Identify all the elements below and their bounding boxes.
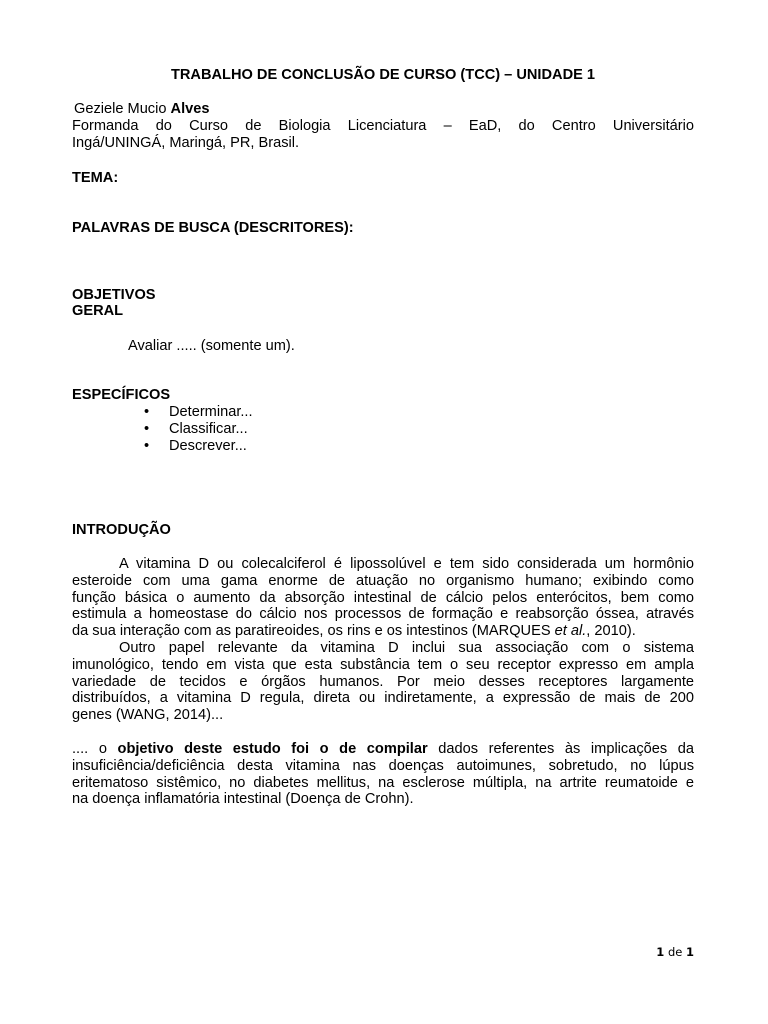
bullet-icon: • bbox=[144, 420, 150, 437]
author-block bbox=[72, 101, 694, 151]
paragraph-line: insuficiência/deficiência desta vitamina nas doenças autoimunes, sobretudo, no lúpus bbox=[72, 757, 694, 774]
paragraph-line: variedade de tecidos e órgãos humanos. Por meio desses receptores largamente bbox=[72, 673, 694, 690]
objective-paragraph bbox=[72, 741, 694, 808]
objective-emphasis: objetivo deste estudo foi o de compilar bbox=[117, 741, 428, 757]
paragraph-line: da sua interação com as paratireoides, os rins e os intestinos (MARQUES et al., 2010). bbox=[72, 623, 636, 640]
paragraph-line: genes (WANG, 2014)... bbox=[72, 707, 224, 724]
tema-heading: TEMA: bbox=[72, 170, 119, 186]
especificos-list bbox=[72, 404, 632, 454]
paragraph-line: A vitamina D ou colecalciferol é lipossolúvel e tem sido considerada um hormônio bbox=[119, 556, 694, 572]
geral-heading: GERAL bbox=[72, 303, 124, 319]
list-item: • Classificar... bbox=[144, 420, 248, 437]
introducao-heading: INTRODUÇÃO bbox=[72, 522, 171, 538]
objetivos-heading: OBJETIVOS bbox=[72, 287, 156, 303]
list-item: • Determinar... bbox=[144, 404, 253, 420]
especificos-heading: ESPECÍFICOS bbox=[72, 387, 171, 403]
paragraph-line: Outro papel relevante da vitamina D inclui sua associação com o sistema bbox=[119, 639, 694, 656]
author-name: Geziele Mucio Alves bbox=[74, 101, 210, 117]
document-title: TRABALHO DE CONCLUSÃO DE CURSO (TCC) – UNIDADE 1 bbox=[170, 67, 596, 83]
author-affiliation-line1: Formanda do Curso de Biologia Licenciatura – EaD, do Centro Universitário bbox=[72, 117, 694, 134]
introducao-body bbox=[72, 556, 694, 724]
bullet-icon: • bbox=[144, 437, 150, 454]
paragraph-line: .... o objetivo deste estudo foi o de compilar dados referentes às implicações da bbox=[72, 741, 694, 757]
author-surname: Alves bbox=[170, 101, 210, 117]
palavras-heading: PALAVRAS DE BUSCA (DESCRITORES): bbox=[72, 220, 354, 236]
citation-etal: et al. bbox=[554, 623, 587, 640]
intro-paragraph-2 bbox=[72, 640, 694, 724]
paragraph-line: imunológico, tendo em vista que esta substância tem o seu receptor expresso em ampla bbox=[72, 656, 694, 673]
paragraph-line: eritematoso sistêmico, no diabetes mellitus, na esclerose múltipla, na artrite reumatoide e bbox=[72, 774, 694, 791]
bullet-icon: • bbox=[144, 404, 150, 420]
author-affiliation-line2: Ingá/UNINGÁ, Maringá, PR, Brasil. bbox=[72, 134, 300, 151]
paragraph-line: função básica o aumento da absorção intestinal de cálcio pelos enterócitos, bem como bbox=[72, 589, 694, 606]
paragraph-line: estimula a homeostase do cálcio nos processos de formação e reabsorção óssea, através bbox=[72, 606, 694, 623]
geral-objective-text: Avaliar ..... (somente um). bbox=[128, 338, 295, 354]
intro-paragraph-1 bbox=[72, 556, 694, 640]
page-number: 1 de 1 bbox=[656, 945, 694, 959]
paragraph-line: distribuídos, a vitamina D regula, direta ou indiretamente, a expressão de mais de 200 bbox=[72, 690, 694, 707]
paragraph-line: esteroide com uma gama enorme de atuação no organismo humano; exibindo como bbox=[72, 572, 694, 589]
paragraph-line: na doença inflamatória intestinal (Doença de Crohn). bbox=[72, 791, 414, 808]
list-item: • Descrever... bbox=[144, 437, 247, 454]
